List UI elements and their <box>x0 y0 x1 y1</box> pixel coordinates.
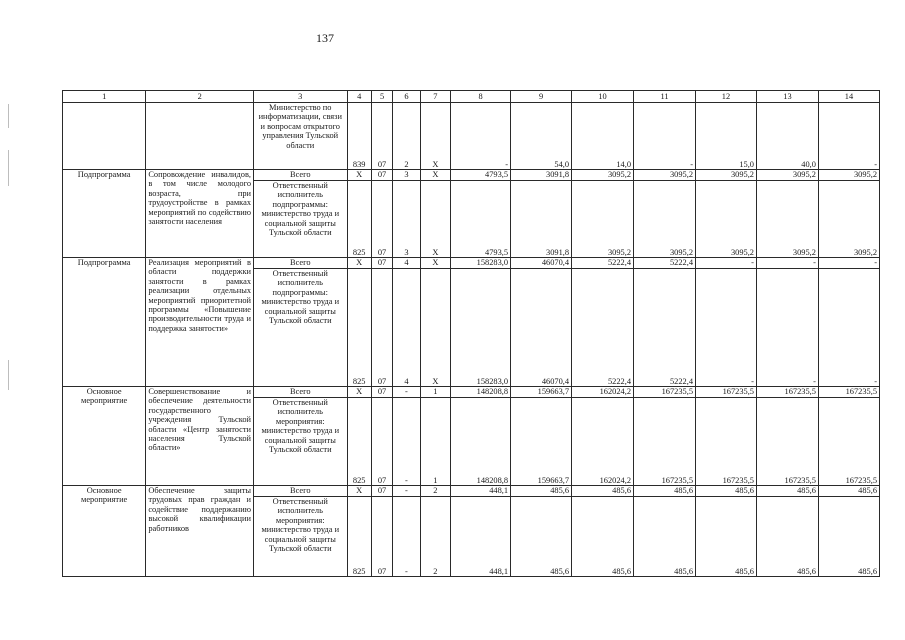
amount-cell: 3095,2 <box>756 181 818 258</box>
amount-cell: 167235,5 <box>696 387 757 398</box>
code-cell: Х <box>420 103 450 170</box>
amount-cell: - <box>818 269 879 387</box>
header-row <box>63 91 880 103</box>
code-cell: 07 <box>371 258 392 269</box>
amount-cell: 162024,2 <box>572 387 634 398</box>
header-cell: 10 <box>572 91 634 103</box>
code-cell: 825 <box>347 181 371 258</box>
margin-mark <box>8 150 9 186</box>
code-cell: 07 <box>371 181 392 258</box>
executor-cell: Ответственный исполнитель мероприятия: министерство труда и социальной защиты Тульской области <box>254 398 347 486</box>
code-cell: 07 <box>371 170 392 181</box>
amount-cell: 4793,5 <box>451 181 511 258</box>
header-cell: 2 <box>146 91 254 103</box>
description-cell <box>146 103 254 170</box>
amount-cell: 485,6 <box>696 486 757 497</box>
total-label-cell: Всего <box>254 486 347 497</box>
executor-cell: Ответственный исполнитель мероприятия: министерство труда и социальной защиты Тульской области <box>254 497 347 577</box>
amount-cell: 158283,0 <box>451 258 511 269</box>
total-label-cell: Всего <box>254 387 347 398</box>
amount-cell: 485,6 <box>818 497 879 577</box>
code-cell: 2 <box>420 497 450 577</box>
amount-cell: 485,6 <box>511 486 572 497</box>
amount-cell: 4793,5 <box>451 170 511 181</box>
code-cell: Х <box>347 387 371 398</box>
code-cell: - <box>393 486 420 497</box>
amount-cell: 15,0 <box>696 103 757 170</box>
header-cell: 4 <box>347 91 371 103</box>
amount-cell: 448,1 <box>451 497 511 577</box>
header-cell: 7 <box>420 91 450 103</box>
table-row <box>63 387 880 398</box>
category-cell: Подпрограмма <box>63 258 146 387</box>
code-cell: 3 <box>393 181 420 258</box>
description-cell: Сопровождение инвалидов, в том числе молодого возраста, при трудоустройстве в рамках мероприятий по содействию занятости населения <box>146 170 254 258</box>
table-row <box>63 258 880 269</box>
amount-cell: 3095,2 <box>634 181 696 258</box>
category-cell: Основное мероприятие <box>63 387 146 486</box>
executor-cell: Ответственный исполнитель подпрограммы: министерство труда и социальной защиты Тульской области <box>254 181 347 258</box>
category-cell: Основное мероприятие <box>63 486 146 577</box>
amount-cell: 167235,5 <box>756 398 818 486</box>
header-cell: 3 <box>254 91 347 103</box>
table-row <box>63 170 880 181</box>
amount-cell: - <box>696 258 757 269</box>
amount-cell: - <box>696 269 757 387</box>
amount-cell: 5222,4 <box>634 269 696 387</box>
amount-cell: 3095,2 <box>634 170 696 181</box>
margin-mark <box>8 360 9 390</box>
amount-cell: 54,0 <box>511 103 572 170</box>
table-row <box>63 486 880 497</box>
page-number: 137 <box>316 31 334 45</box>
code-cell: 07 <box>371 497 392 577</box>
total-label-cell: Всего <box>254 258 347 269</box>
amount-cell: 167235,5 <box>756 387 818 398</box>
amount-cell: 14,0 <box>572 103 634 170</box>
amount-cell: 5222,4 <box>572 269 634 387</box>
amount-cell: 485,6 <box>634 497 696 577</box>
amount-cell: 485,6 <box>634 486 696 497</box>
budget-table <box>62 90 880 577</box>
amount-cell: 3095,2 <box>572 170 634 181</box>
code-cell: 4 <box>393 258 420 269</box>
code-cell: 3 <box>393 170 420 181</box>
amount-cell: 3091,8 <box>511 170 572 181</box>
amount-cell: 167235,5 <box>818 398 879 486</box>
amount-cell: 167235,5 <box>634 398 696 486</box>
code-cell: 839 <box>347 103 371 170</box>
amount-cell: 3091,8 <box>511 181 572 258</box>
code-cell: 07 <box>371 103 392 170</box>
amount-cell: 485,6 <box>818 486 879 497</box>
executor-cell: Министерство по информатизации, связи и вопросам открытого управления Тульской области <box>254 103 347 170</box>
header-cell: 9 <box>511 91 572 103</box>
description-cell: Обеспечение защиты трудовых прав граждан и содействие поддержанию высокой квалификации работников <box>146 486 254 577</box>
amount-cell: 485,6 <box>756 497 818 577</box>
amount-cell: 46070,4 <box>511 258 572 269</box>
amount-cell: 485,6 <box>696 497 757 577</box>
amount-cell: 40,0 <box>756 103 818 170</box>
amount-cell: - <box>451 103 511 170</box>
amount-cell: 3095,2 <box>572 181 634 258</box>
code-cell: 825 <box>347 398 371 486</box>
description-cell: Реализация мероприятий в области поддержки занятости в рамках реализации отдельных мероприятий приоритетной программы «Повышение производительности труда и поддержка занятости» <box>146 258 254 387</box>
amount-cell: 158283,0 <box>451 269 511 387</box>
amount-cell: 3095,2 <box>818 170 879 181</box>
description-cell: Совершенствование и обеспечение деятельности государственного учреждения Тульской области «Центр занятости населения Тульской области» <box>146 387 254 486</box>
amount-cell: 167235,5 <box>818 387 879 398</box>
code-cell: 07 <box>371 269 392 387</box>
code-cell: 825 <box>347 497 371 577</box>
code-cell: Х <box>420 269 450 387</box>
margin-mark <box>8 104 9 128</box>
code-cell: Х <box>347 170 371 181</box>
amount-cell: 162024,2 <box>572 398 634 486</box>
amount-cell: 448,1 <box>451 486 511 497</box>
header-cell: 11 <box>634 91 696 103</box>
amount-cell: - <box>818 258 879 269</box>
code-cell: Х <box>347 258 371 269</box>
amount-cell: 3095,2 <box>818 181 879 258</box>
amount-cell: 3095,2 <box>696 170 757 181</box>
amount-cell: 3095,2 <box>756 170 818 181</box>
code-cell: Х <box>347 486 371 497</box>
header-cell: 8 <box>451 91 511 103</box>
amount-cell: - <box>634 103 696 170</box>
header-cell: 1 <box>63 91 146 103</box>
amount-cell: - <box>756 258 818 269</box>
total-label-cell: Всего <box>254 170 347 181</box>
amount-cell: 5222,4 <box>634 258 696 269</box>
code-cell: 825 <box>347 269 371 387</box>
amount-cell: 5222,4 <box>572 258 634 269</box>
amount-cell: 485,6 <box>572 497 634 577</box>
code-cell: 2 <box>420 486 450 497</box>
amount-cell: 159663,7 <box>511 387 572 398</box>
code-cell: - <box>393 398 420 486</box>
header-cell: 13 <box>756 91 818 103</box>
header-cell: 6 <box>393 91 420 103</box>
code-cell: - <box>393 497 420 577</box>
header-cell: 14 <box>818 91 879 103</box>
amount-cell: 46070,4 <box>511 269 572 387</box>
code-cell: - <box>393 387 420 398</box>
category-cell <box>63 103 146 170</box>
code-cell: 07 <box>371 398 392 486</box>
amount-cell: 148208,8 <box>451 398 511 486</box>
amount-cell: - <box>818 103 879 170</box>
amount-cell: 148208,8 <box>451 387 511 398</box>
code-cell: Х <box>420 181 450 258</box>
code-cell: Х <box>420 258 450 269</box>
amount-cell: 167235,5 <box>634 387 696 398</box>
code-cell: 07 <box>371 387 392 398</box>
amount-cell: 485,6 <box>572 486 634 497</box>
amount-cell: 159663,7 <box>511 398 572 486</box>
code-cell: 1 <box>420 398 450 486</box>
amount-cell: 485,6 <box>756 486 818 497</box>
header-cell: 12 <box>696 91 757 103</box>
code-cell: 4 <box>393 269 420 387</box>
code-cell: 2 <box>393 103 420 170</box>
code-cell: Х <box>420 170 450 181</box>
amount-cell: 167235,5 <box>696 398 757 486</box>
table-row <box>63 103 880 170</box>
code-cell: 1 <box>420 387 450 398</box>
executor-cell: Ответственный исполнитель подпрограммы: министерство труда и социальной защиты Тульской области <box>254 269 347 387</box>
amount-cell: 3095,2 <box>696 181 757 258</box>
amount-cell: 485,6 <box>511 497 572 577</box>
header-cell: 5 <box>371 91 392 103</box>
category-cell: Подпрограмма <box>63 170 146 258</box>
code-cell: 07 <box>371 486 392 497</box>
amount-cell: - <box>756 269 818 387</box>
